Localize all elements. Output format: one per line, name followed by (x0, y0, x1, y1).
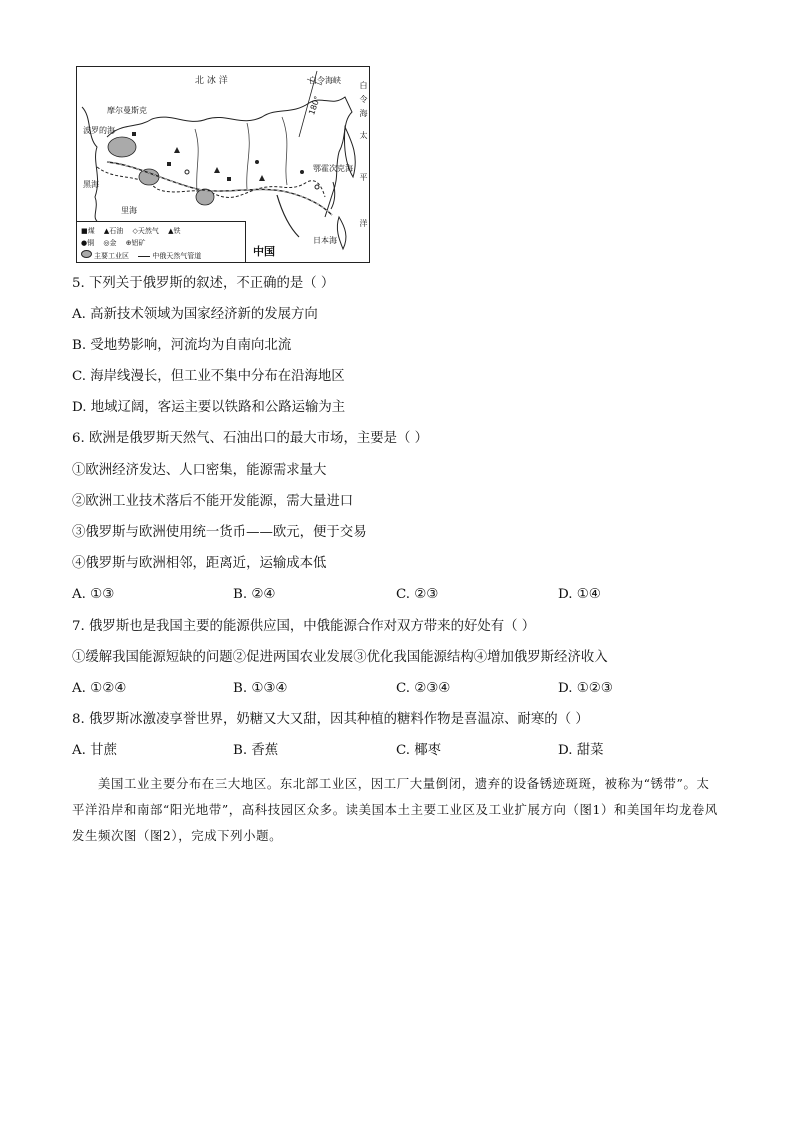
legend-pipeline: 中俄天然气管道 (152, 252, 202, 260)
meridian-180-label: 180° (307, 94, 323, 117)
q7-option-d: D. ①②③ (558, 681, 613, 696)
legend-copper: ●铜 (81, 239, 95, 247)
q5-option-a: A. 高新技术领域为国家经济新的发展方向 (72, 307, 318, 322)
passage-usa-industry: 美国工业主要分布在三大地区。东北部工业区，因工厂大量倒闭，遗弃的设备锈迹斑斑，被称为“锈带”。太平洋沿岸和南部“阳光地带”，高科技园区众多。读美国本土主要工业区及工业扩展方向（图1）和美国年均龙卷风发生频次图（图2），完成下列小题。 (72, 776, 718, 843)
q7-stem: 7. 俄罗斯也是我国主要的能源供应国，中俄能源合作对双方带来的好处有（ ） (72, 619, 536, 634)
arctic-ocean-label: 北 冰 洋 (195, 76, 228, 86)
pacific-label-4: 太 (359, 131, 368, 140)
legend-coal: ■煤 (81, 227, 95, 235)
q5-option-d: D. 地域辽阔，客运主要以铁路和公路运输为主 (72, 400, 346, 415)
pacific-label-6: 洋 (359, 219, 368, 228)
bering-strait-label: 白令海峡 (309, 76, 341, 85)
legend-aluminum: ⊕铝矿 (125, 239, 146, 247)
legend-oil: ▲石油 (103, 227, 124, 235)
japan-sea-label: 日本海 (313, 236, 337, 245)
q8-option-b: B. 香蕉 (233, 743, 279, 758)
legend-pipeline-icon (138, 256, 150, 257)
black-sea-label: 黑海 (83, 180, 99, 189)
q6-option-a: A. ①③ (72, 587, 115, 602)
q6-statement-3: ③俄罗斯与欧洲使用统一货币——欧元，便于交易 (72, 525, 367, 540)
okhotsk-sea-label: 鄂霍次克海 (313, 164, 353, 173)
pacific-label-3: 海 (359, 109, 368, 118)
q7-option-b: B. ①③④ (233, 681, 288, 696)
baltic-sea-label: 波罗的海 (83, 126, 115, 135)
legend-industrial-icon (81, 250, 92, 258)
q6-statement-1: ①欧洲经济发达、人口密集，能源需求量大 (72, 463, 327, 478)
q6-option-b: B. ②④ (233, 587, 276, 602)
pacific-label-5: 平 (359, 173, 368, 182)
russia-resource-map (76, 66, 370, 263)
legend-iron: ▲铁 (168, 227, 181, 235)
legend-industrial: 主要工业区 (94, 252, 129, 260)
q8-option-d: D. 甜菜 (558, 743, 604, 758)
q6-statement-2: ②欧洲工业技术落后不能开发能源，需大量进口 (72, 494, 354, 509)
pacific-label-2: 令 (359, 95, 368, 104)
q8-option-c: C. 椰枣 (396, 743, 442, 758)
map-legend (77, 221, 246, 263)
caspian-sea-label: 里海 (121, 206, 137, 215)
q7-option-c: C. ②③④ (396, 681, 451, 696)
q6-statement-4: ④俄罗斯与欧洲相邻，距离近，运输成本低 (72, 556, 327, 571)
legend-gas: ◇天然气 (132, 227, 159, 235)
murmansk-label: 摩尔曼斯克 (107, 106, 147, 115)
q5-option-b: B. 受地势影响，河流均为自南向北流 (72, 338, 292, 353)
q6-stem: 6. 欧洲是俄罗斯天然气、石油出口的最大市场，主要是（ ） (72, 431, 429, 446)
pacific-label-1: 白 (359, 81, 368, 90)
q5-stem: 5. 下列关于俄罗斯的叙述，不正确的是（ ） (72, 276, 335, 291)
q7-option-a: A. ①②④ (72, 681, 127, 696)
q8-option-a: A. 甘蔗 (72, 743, 117, 758)
q5-option-c: C. 海岸线漫长，但工业不集中分布在沿海地区 (72, 369, 345, 384)
q6-option-c: C. ②③ (396, 587, 439, 602)
q8-stem: 8. 俄罗斯冰激凌享誉世界，奶糖又大又甜，因其种植的糖料作物是喜温凉、耐寒的（ ） (72, 712, 589, 727)
q7-statements: ①缓解我国能源短缺的问题②促进两国农业发展③优化我国能源结构④增加俄罗斯经济收入 (72, 650, 608, 665)
q6-option-d: D. ①④ (558, 587, 601, 602)
legend-gold: ◎金 (103, 239, 117, 247)
china-label: 中国 (253, 245, 275, 258)
